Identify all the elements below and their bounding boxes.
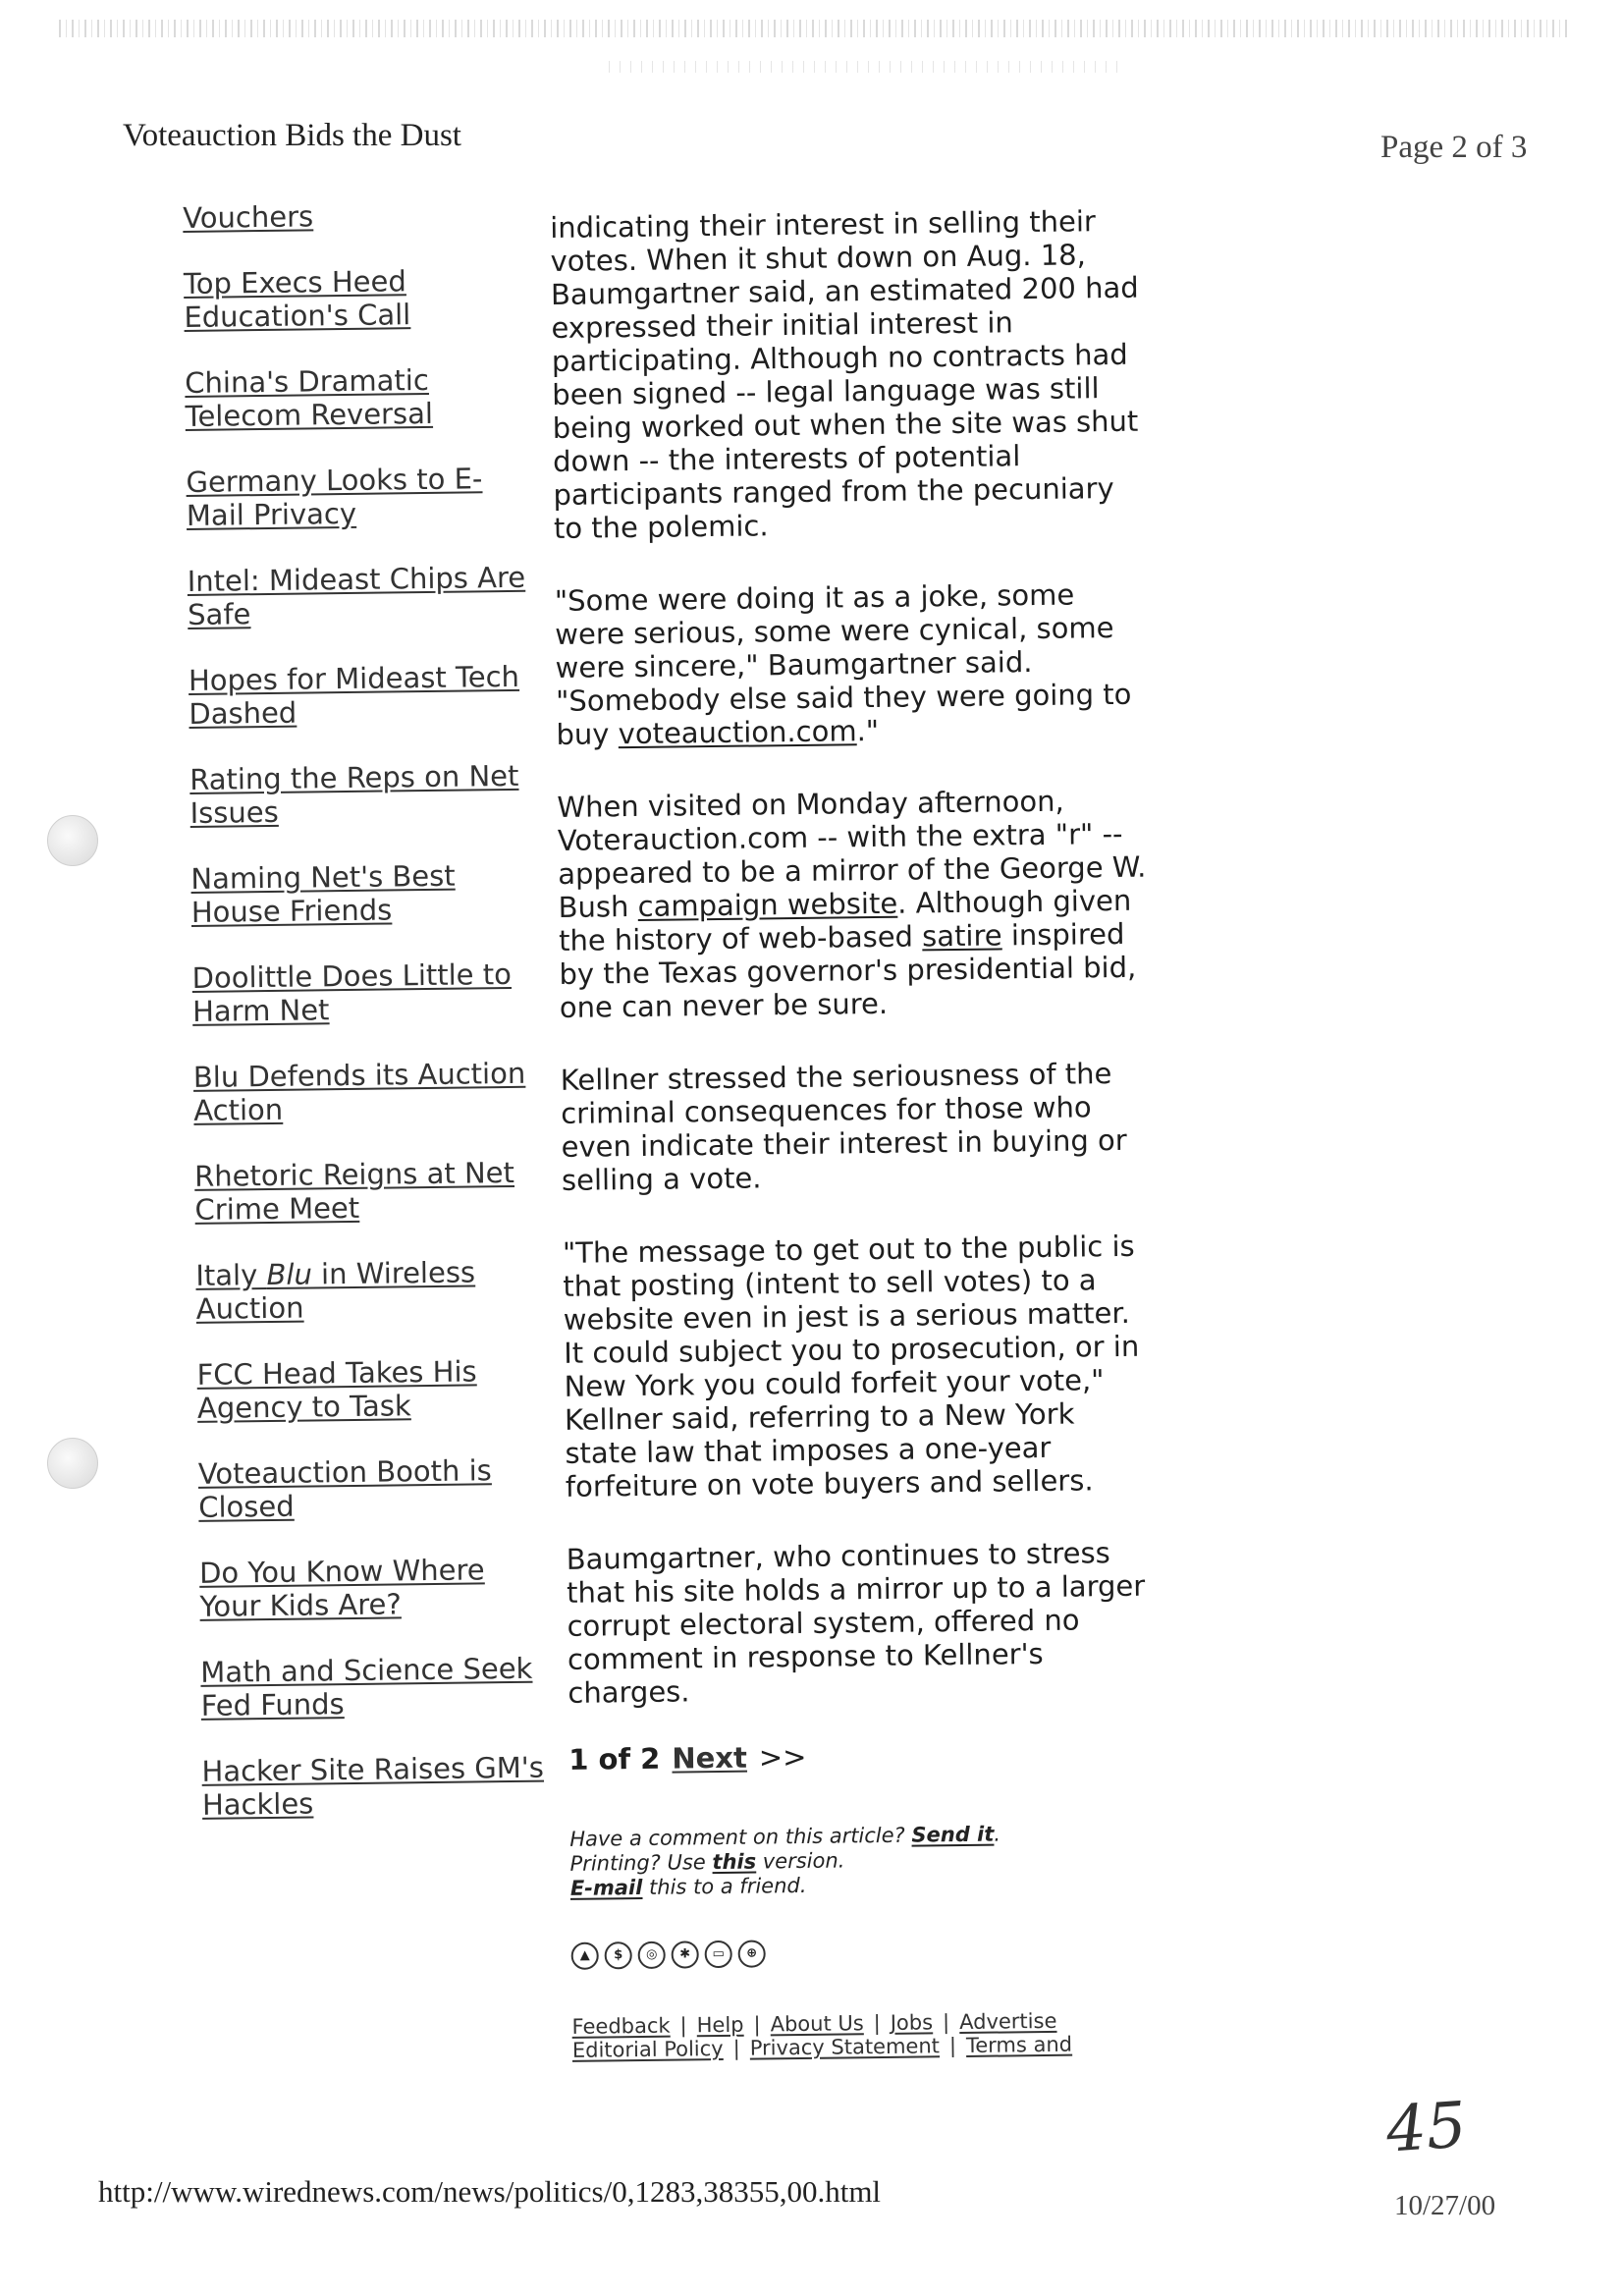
email-friend-link[interactable]: E-mail — [569, 1875, 643, 1900]
comment-block — [569, 1821, 1160, 1901]
sidebar-link[interactable]: Germany Looks to E-Mail Privacy — [186, 462, 483, 532]
help-link[interactable]: Help — [696, 2012, 744, 2038]
comment-text: . — [994, 1822, 1001, 1846]
handwritten-page-number: 45 — [1383, 2089, 1469, 2167]
globe-icon[interactable]: ⊕ — [738, 1940, 766, 1967]
eye-icon[interactable]: ◎ — [638, 1941, 666, 1969]
print-version-link[interactable]: this — [712, 1849, 757, 1875]
send-comment-link[interactable]: Send it — [911, 1822, 995, 1847]
scan-noise — [609, 61, 1119, 73]
link-separator: | — [732, 2036, 740, 2060]
print-footer-date: 10/27/00 — [1394, 2190, 1496, 2221]
paragraph-text: inspired by the Texas governor's presidential bid, one can never be sure. — [559, 916, 1137, 1024]
jobs-link[interactable]: Jobs — [890, 2010, 934, 2035]
comment-text: version. — [755, 1848, 845, 1874]
sidebar-link[interactable]: Hacker Site Raises GM's Hackles — [201, 1750, 545, 1822]
paragraph-text: "Some were doing it as a joke, some were serious, some were cynical, some were sincere," Baumgartner said. "Somebody else said they were going to buy — [554, 577, 1132, 751]
campaign-website-link[interactable]: campaign website — [637, 886, 898, 923]
sidebar-link[interactable]: Voteauction Booth is Closed — [197, 1453, 492, 1524]
article-paragraph: indicating their interest in selling their votes. When it shut down on Aug. 18, Baumgartner said, an estimated 200 had expressed their initial interest in participating. Although no contracts had been signed -- legal language was still being worked out when the site was shut down -- the interests of potential participants ranged from the pecuniary to the polemic. — [550, 204, 1139, 545]
link-separator: | — [873, 2011, 881, 2036]
editorial-policy-link[interactable]: Editorial Policy — [571, 2036, 724, 2062]
paragraph-text: When visited on Monday afternoon, Voterauction.com -- with the extra "r" -- appeared to be a mirror of the George W. Bush — [557, 784, 1147, 924]
about-us-link[interactable]: About Us — [770, 2011, 864, 2037]
link-separator: | — [753, 2012, 761, 2037]
sidebar-link[interactable] — [195, 1255, 550, 1326]
comment-text: Have a comment on this article? — [569, 1823, 912, 1851]
link-separator: | — [948, 2034, 957, 2058]
punch-hole — [47, 815, 98, 866]
related-stories-sidebar — [183, 197, 557, 1854]
sidebar-link[interactable]: Do You Know Where Your Kids Are? — [198, 1553, 485, 1623]
print-header-title: Voteauction Bids the Dust — [123, 118, 461, 153]
next-page-link[interactable]: Next — [672, 1740, 748, 1776]
punch-hole — [47, 1438, 98, 1489]
article-paragraph — [557, 784, 1149, 1024]
scan-noise — [59, 20, 1571, 37]
section-icons — [571, 1936, 1161, 1970]
sidebar-link[interactable]: Doolittle Does Little to Harm Net — [191, 957, 513, 1028]
feedback-link[interactable]: Feedback — [571, 2013, 671, 2039]
gear-icon[interactable]: ✱ — [672, 1941, 699, 1968]
terms-link[interactable]: Terms and — [965, 2032, 1073, 2057]
sidebar-link[interactable]: Naming Net's Best House Friends — [190, 858, 456, 929]
paragraph-text: ." — [856, 713, 880, 748]
comment-text: this to a friend. — [642, 1873, 807, 1899]
footer-links — [571, 2008, 1162, 2062]
comment-text: Printing? Use — [569, 1850, 713, 1876]
sidebar-link[interactable]: Rating the Reps on Net Issues — [189, 758, 519, 830]
triangle-icon[interactable]: ▲ — [571, 1942, 599, 1970]
monitor-icon[interactable]: ▭ — [705, 1941, 732, 1968]
sidebar-link[interactable]: Hopes for Mideast Tech Dashed — [188, 659, 520, 731]
pagination-status: 1 of 2 — [568, 1741, 661, 1777]
voteauction-link[interactable]: voteauction.com — [618, 714, 857, 751]
sidebar-link[interactable]: Math and Science Seek Fed Funds — [200, 1651, 533, 1722]
sidebar-link-emphasis: Blu — [266, 1257, 313, 1292]
sidebar-link[interactable]: Rhetoric Reigns at Net Crime Meet — [193, 1155, 515, 1227]
paragraph-text: . Although given the history of web-based — [558, 883, 1132, 957]
pagination — [568, 1736, 1158, 1777]
privacy-statement-link[interactable]: Privacy Statement — [749, 2034, 941, 2060]
page-indicator: Page 2 of 3 — [1380, 130, 1528, 165]
advertise-link[interactable]: Advertise — [959, 2008, 1057, 2035]
sidebar-link[interactable]: Top Execs Heed Education's Call — [183, 264, 411, 334]
satire-link[interactable]: satire — [921, 918, 1002, 954]
article-paragraph — [555, 577, 1146, 751]
sidebar-link[interactable]: Intel: Mideast Chips Are Safe — [187, 560, 526, 631]
link-separator: | — [679, 2013, 687, 2038]
dollar-icon[interactable]: $ — [605, 1941, 632, 1969]
sidebar-link[interactable]: Vouchers — [183, 199, 314, 235]
article-paragraph: "The message to get out to the public is that posting (intent to sell votes) to a website even in jest is a serious matter. It could subject you to prosecution, or in New York you could forfeit your vote," Kellner said, referring to a New York state law that imposes a one-year forfeiture on vote buyers and sellers. — [562, 1229, 1140, 1503]
article-body — [550, 204, 1162, 2062]
sidebar-link[interactable]: Blu Defends its Auction Action — [192, 1056, 526, 1127]
sidebar-link-text: in Wireless Auction — [195, 1255, 476, 1326]
sidebar-link[interactable]: FCC Head Takes His Agency to Task — [196, 1354, 477, 1425]
print-footer-url: http://www.wirednews.com/news/politics/0,1283,38355,00.html — [98, 2174, 882, 2209]
article-paragraph: Kellner stressed the seriousness of the criminal consequences for those who even indicate their interest in buying or selling a vote. — [560, 1057, 1127, 1197]
sidebar-link[interactable]: China's Dramatic Telecom Reversal — [185, 362, 434, 433]
sidebar-link-text: Italy — [195, 1258, 267, 1292]
link-separator: | — [942, 2010, 950, 2035]
next-arrows: >> — [758, 1739, 807, 1775]
article-paragraph: Baumgartner, who continues to stress that his site holds a mirror up to a larger corrupt electoral system, offered no comment in response to Kellner's charges. — [566, 1536, 1146, 1710]
